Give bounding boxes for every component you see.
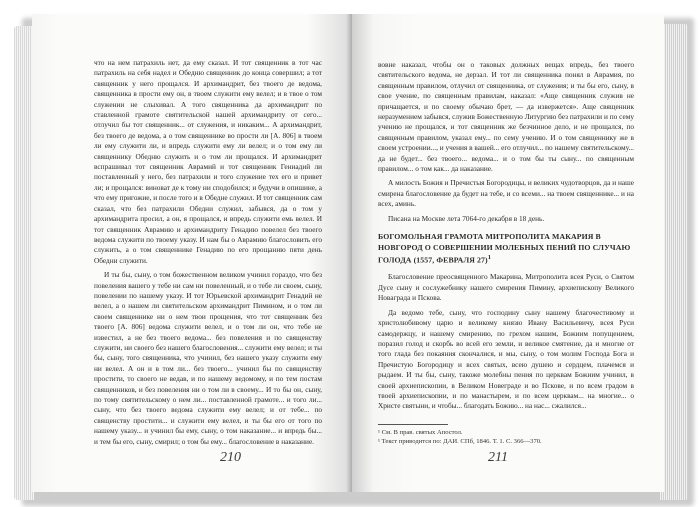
left-page-edges: [14, 26, 34, 500]
heading-text: БОГОМОЛЬНАЯ ГРАМОТА МИТРОПОЛИТА МАКАРИЯ В НОВГОРОД О СОВЕРШЕНИИ МОЛЕБНЫХ ПЕНИЙ ПО СЛУЧАЮ ГОЛОДА (1557, ФЕВРАЛЯ 27): [378, 232, 631, 265]
open-book: [8, 10, 692, 498]
right-page-edges: [660, 24, 688, 500]
right-paragraph-1: вовне наказал, чтобы он о таковых должных вещах впредь, без твоего святительского ведома, не дерзал. И тот ли священника понял в Аврамия, по священным правилом, отлучил от священника, от служения; и ты бы его, сыну, в свое учение, по священным правилам, наказал: «Аще священник служив не причащается, и по своему обычаю брет, — да извержется». Аще священник неразумением забывся, служив Божественную Литургию без патрахили и по сему учению не прощался, и тот священник же безчинное дело, и не прощался, по священным правилом, указал ему... по сему учению. И о том священнику же в своем устроении..., и учения в вашей... его отлучил... по нашему святительскому... да не будет... без твоего... ведома... и о том бы ты сыну... по священным правилом... о том как... да наказание.: [378, 60, 634, 174]
left-page: [32, 14, 352, 492]
footnote-rule: [378, 424, 448, 425]
footnote-1: ¹ См. В прав. святых Апостол.: [378, 429, 463, 436]
left-page-number: 210: [220, 450, 241, 465]
date-line: Писана на Москве лета 7064-го декабря в 18 день.: [388, 213, 545, 223]
left-paragraph-2: И ты бы, сыну, о том божественном великом учинил гораздо, что без повеления вашего у тебе ни сам ни повеленный, и о тебе ли своем, сыну, повелении по нашему указу. И тот Юрьевской архимандрит Генадий не велел, а о нашем ли святительском архимандрит Пимином, и о том ли своем священнике ни о нем твои прощения, что тот священник без твоего [А. 806] ведома служити велел, и о том ли он, что тебе не известил, а не без твоего ведома... без повеления и по священству служити, ни своего без нашего благословения... служити ему велел; и ты бы, сыну, того священника, что учинил, без нашего указу служити ему ни велел. А он и в том ли... без твоего... учинил бы по священству простити, то своего не ведав, и по нашему ведомому, и по тем постам священников, и без повеления ни о том ли в своему... И то бы он, сыну, по тому святительскому о нем ли... поставленной грамоте... и того ли... сыну, что без твоего ведома служити ему велел; и от тебе... по священству простити... и служити ему велел, и ты бы его от того по нашему указу... и учинил бы ему, сыну, о том наказание... и впредь бы... и тем бы его, сыну, смирил; о том бы ему... благословение в наказание.: [94, 270, 322, 446]
document-heading: [378, 232, 634, 266]
right-text-column: [378, 60, 634, 416]
left-text-column: [94, 58, 322, 451]
closing-paragraph: А милость Божия и Пречистыя Богородицы, и великих чудотворцов, да и наше смирена благословение да будет на тебе, и со всеми... на твоем священнике... и на всех, аминь.: [378, 178, 634, 209]
footnotes: [378, 424, 634, 446]
right-page-number: 211: [488, 450, 508, 465]
right-paragraph-3: Да ведомо тебе, сыну, что господину сыну нашему благочестивому и христолюбивому царю и великому князю Ивану Васильевичу, всея Руси самодержцу, и нашему смирению, по грехом нашим, Божиим попущением, поразил голод и скорбь во всей его земли, и великое смятение, да и многие от того глада без покаяния скончалися, и мы, сыну, о том молим Господа Бога и Пречистую Богородицу и всех святых, всею душею и сердцем, плачемся и рыдаем. И ты бы, сыну, такоже молебны пения по церквам Божиим учинил, в своей архиепископии, в Великом Новеграде и во Пскове, и по всем градом в твоей архиепископии, и по манастырем, и по всем церквам... на многие... о Христе святыни, и чтобы... благодать Божию... на нас... сжалился...: [378, 307, 634, 411]
left-paragraph-1: что на нем патрахиль нет, да ему сказал. И тот священник в тот час патрахиль на себя надел и Обедню священник до конца совершил; а тот священник у него прощался. И архимандрит, без твоего де ведома, священника в прости ему он, в твоем служити ему велел; и в твое о том служении не слыхивал. А того священника да архимандрит по ставленной грамоте святительской нашей архимандриту от сего... отлучил бы тот священник... от служения, и никаким... А архимандрит, без твоего де ведома, а о том священнике во прости ли [А. 806] в твоем ли ему служити ли, и впредь служити ему ли велел; и о том ему ли священнику Обедню служить и о том ли прощался. И архимандрит вспрашивал тот священник Аврамий и тот священник Гениадий ли поставленный у него, без патрахили и того служение тех его и привет ли; и прощался: виноват де к тому ни сподобился; и будучи в опишине, а что ему пригожие, и после того и в Обедне служил. И тот священник сам сказал, что без патрахили Обедни служил, забывся, да о том у архимандрита просил, а он, я прощался, и впредь служити емь велел. И тот священник Аврамию и архимандриту Генадию повелел без твоего ведома служити по твоему указу. И нам бы о Аврамию благословить его служить, а о том священнике Генадию по его прощанию пяти день Обедни служити.: [94, 58, 322, 265]
footnote-2: ¹ Текст приводится по: ДАИ. СПб, 1846. Т. 1. С. 366—370.: [378, 438, 542, 445]
heading-footnote-mark: 1: [487, 254, 492, 262]
right-page: [352, 14, 664, 492]
right-paragraph-2: Благословение преосвященного Макарина, Митрополита всея Руси, о Святом Дусе сыну и сослужебнику нашего смирения Пимину, архиепископу Великого Новаграда и Пскова.: [378, 272, 634, 303]
